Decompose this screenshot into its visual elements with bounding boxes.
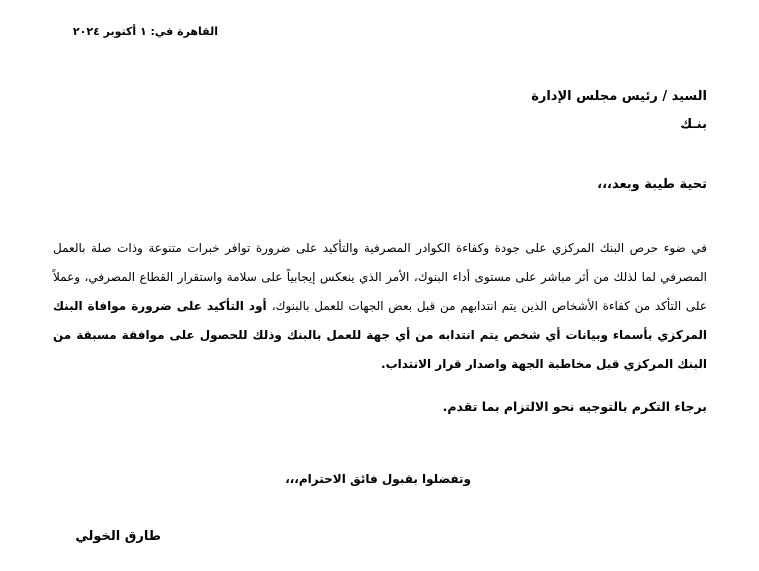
bank-line: بنـك [680, 117, 707, 132]
body-emphasis: أود التأكيد على ضرورة موافاة البنك المركزي بأسماء وبيانات أي شخص يتم انتدابه من أي جهة للعمل بالبنك وذلك للحصول على موافقة مسبقة من البنك المركزي قبل مخاطبة الجهة واصدار قرار الانتداب. [53, 299, 707, 371]
greeting: تحية طيبة وبعد،،، [597, 177, 707, 192]
signature-name: طارق الخولي [75, 529, 161, 544]
closing-line: وتفضلوا بقبول فائق الاحترام،،، [285, 472, 471, 486]
request-line: برجاء التكرم بالتوجيه نحو الالتزام بما تقدم. [442, 399, 707, 414]
letter-date: القاهرة في: ١ أكتوبر ٢٠٢٤ [72, 25, 218, 38]
addressee-line: السيد / رئيس مجلس الإدارة [531, 89, 707, 104]
body-text: في ضوء حرص البنك المركزي على جودة وكفاءة الكوادر المصرفية والتأكيد على ضرورة توافر خبرات متنوعة وذات صلة بالعمل المصرفي لما لذلك من أثر مباشر على مستوى أداء البنوك، الأمر الذي ينعكس إيجابياً على سلامة واستقرار القطاع المصرفي، وعملاً على التأكد من كفاءة الأشخاص الذين يتم انتدابهم من قبل بعض الجهات للعمل بالبنوك، [53, 241, 707, 313]
letter-body [53, 234, 707, 379]
